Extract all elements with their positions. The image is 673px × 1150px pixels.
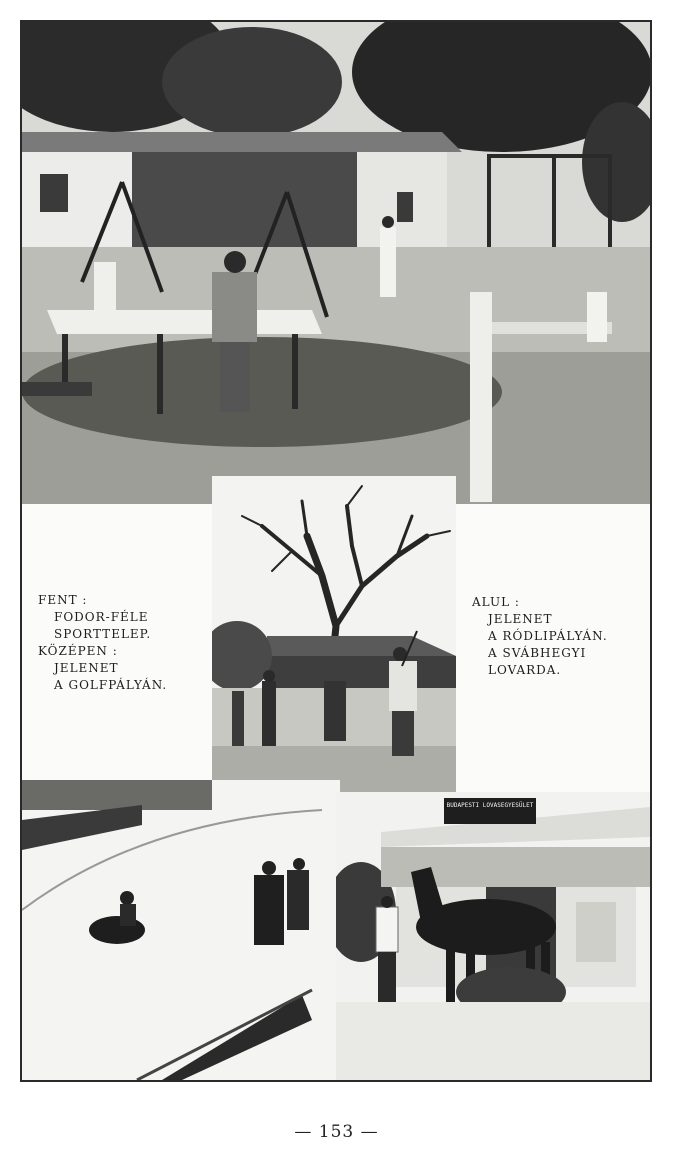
- caption-line: A SVÁBHEGYI: [488, 646, 587, 660]
- caption-line: JELENET: [54, 661, 119, 675]
- caption-left: [38, 592, 167, 694]
- caption-line: A RÓDLIPÁLYÁN.: [488, 629, 608, 643]
- photo-riding-school: [336, 792, 650, 1080]
- caption-line: FODOR-FÉLE: [54, 610, 149, 624]
- caption-heading-alul: ALUL :: [472, 595, 520, 609]
- photo-toboggan-run: [22, 780, 340, 1080]
- caption-line: LOVARDA.: [488, 663, 562, 677]
- caption-line: JELENET: [488, 612, 553, 626]
- caption-line: A GOLFPÁLYÁN.: [54, 678, 168, 692]
- caption-heading-kozepen: KÖZÉPEN :: [38, 644, 118, 658]
- caption-heading-fent: FENT :: [38, 593, 88, 607]
- photo-golf-course: [212, 476, 456, 806]
- page-number: — 153 —: [294, 1122, 379, 1142]
- caption-right: [472, 594, 608, 679]
- stable-sign: BUDAPESTI LOVASEGYESÜLET: [446, 802, 534, 809]
- photo-sports-ground: [22, 22, 650, 504]
- caption-line: SPORTTELEP.: [54, 627, 152, 641]
